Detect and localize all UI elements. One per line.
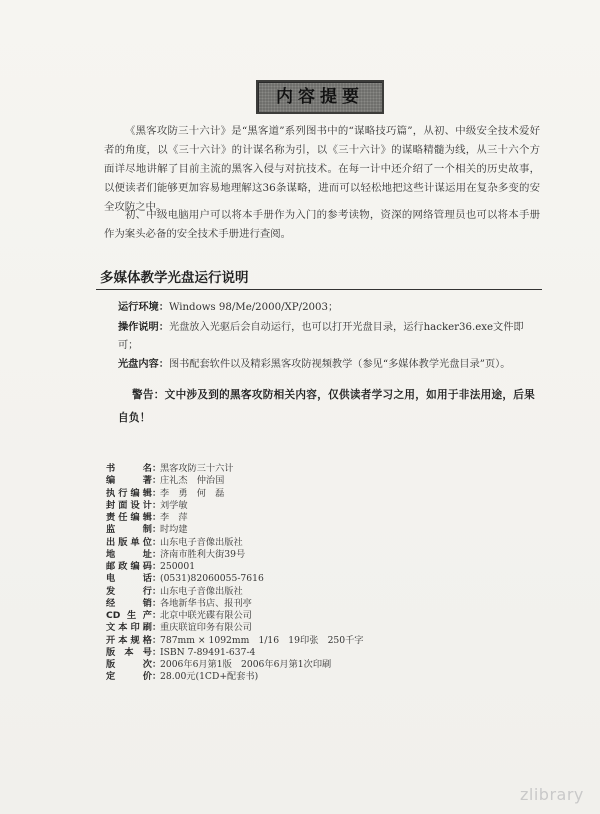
colophon-colon: ：: [152, 634, 162, 646]
colophon-colon: ：: [152, 659, 162, 670]
colophon-value: 28.00元(1CD+配套书): [160, 671, 259, 683]
colophon-label: 责任编辑: [106, 512, 152, 523]
runtime-env-value: Windows 98/Me/2000/XP/2003；: [168, 302, 339, 313]
colophon-row: [106, 647, 526, 659]
colophon-label: 电话: [106, 573, 152, 585]
colophon-label: 版次: [106, 659, 152, 670]
colophon-value: 山东电子音像出版社: [160, 536, 243, 548]
colophon-row: [106, 512, 526, 524]
colophon-value: 时均建: [160, 524, 188, 536]
colophon-row: [106, 475, 526, 487]
colophon-label: 地址: [106, 548, 152, 560]
colophon-label: 邮政编码: [106, 561, 152, 572]
colophon-value: 北京中联光碟有限公司: [160, 610, 252, 621]
colophon-value: 李 萍: [160, 512, 188, 523]
colophon-row: [106, 659, 526, 671]
colophon-row: [106, 622, 526, 634]
colophon-label: 经销: [106, 597, 152, 609]
colophon-label: CD生产: [106, 610, 152, 621]
colophon-value: 庄礼杰 仲治国: [160, 475, 225, 487]
colophon-row: [106, 524, 526, 536]
colophon-value: 刘学敏: [160, 499, 188, 511]
colophon-colon: ：: [152, 671, 162, 683]
colophon-colon: ：: [152, 499, 162, 511]
colophon-colon: ：: [152, 610, 162, 621]
colophon-label: 编著: [106, 475, 152, 487]
colophon-colon: ：: [152, 561, 162, 572]
operation-notes-label: 操作说明：: [118, 322, 169, 333]
section-heading: 多媒体教学光盘运行说明: [100, 270, 249, 286]
colophon-colon: ：: [152, 646, 162, 658]
colophon-value: 250001: [160, 561, 196, 572]
colophon-colon: ：: [152, 524, 162, 536]
colophon-row: [106, 610, 526, 622]
colophon-colon: ：: [152, 536, 162, 548]
colophon-colon: ：: [152, 585, 162, 597]
operation-notes: [118, 319, 538, 355]
operation-notes-value: 光盘放入光驱后会自动运行，也可以打开光盘目录，运行hacker36.exe文件即可；: [118, 322, 524, 351]
colophon-row: [106, 671, 526, 683]
cd-contents-label: 光盘内容：: [118, 359, 169, 370]
colophon-value: ISBN 7-89491-637-4: [160, 646, 256, 658]
colophon-value: 重庆联谊印务有限公司: [160, 622, 252, 634]
warning-text: 警告：文中涉及到的黑客攻防相关内容，仅供读者学习之用，如用于非法用途，后果自负！: [118, 389, 536, 424]
colophon-label: 封面设计: [106, 499, 152, 511]
runtime-env-label: 运行环境：: [118, 302, 169, 313]
colophon: [106, 463, 526, 684]
colophon-label: 监制: [106, 524, 152, 536]
colophon-row: [106, 573, 526, 585]
intro-paragraph-2: 初、中级电脑用户可以将本手册作为入门的参考读物，资深的网络管理员也可以将本手册作为案头必备的安全技术手册进行查阅。: [104, 209, 540, 240]
intro-paragraph-1: 《黑客攻防三十六计》是“黑客道”系列图书中的“谋略技巧篇”，从初、中级安全技术爱好者的角度，以《三十六计》的计谋名称为引，以《三十六计》的谋略精髓为线，从三十六个方面详尽地讲解了目前主流的黑客入侵与对抗技术。在每一计中还介绍了一个相关的历史故事，以便读者们能够更加容易地理解这36条谋略，进而可以轻松地把这些计谋运用在复杂多变的安全攻防之中。: [104, 125, 540, 213]
watermark: zlibrary: [520, 785, 584, 804]
colophon-row: [106, 537, 526, 549]
colophon-colon: ：: [152, 463, 162, 474]
colophon-label: 出版单位: [106, 536, 152, 548]
colophon-value: 黑客攻防三十六计: [160, 463, 234, 474]
page-title: 内容提要: [256, 80, 384, 114]
colophon-label: 定价: [106, 671, 152, 683]
colophon-row: [106, 463, 526, 475]
colophon-colon: ：: [152, 548, 162, 560]
colophon-label: 开本规格: [106, 634, 152, 646]
colophon-colon: ：: [152, 512, 162, 523]
colophon-row: [106, 500, 526, 512]
colophon-value: (0531)82060055-7616: [160, 573, 264, 585]
section-divider: [96, 289, 542, 290]
colophon-value: 各地新华书店、报刊亭: [160, 597, 252, 609]
colophon-value: 2006年6月第1版 2006年6月第1次印刷: [160, 659, 332, 670]
colophon-row: [106, 586, 526, 598]
colophon-label: 执行编辑: [106, 487, 152, 499]
colophon-label: 书名: [106, 463, 152, 474]
colophon-colon: ：: [152, 597, 162, 609]
colophon-colon: ：: [152, 622, 162, 634]
colophon-label: 文本印刷: [106, 622, 152, 634]
cd-contents-value: 图书配套软件以及精彩黑客攻防视频教学（参见“多媒体教学光盘目录”页）。: [168, 359, 511, 370]
colophon-row: [106, 598, 526, 610]
colophon-label: 版本号: [106, 646, 152, 658]
runtime-env: [118, 299, 538, 317]
colophon-value: 济南市胜利大街39号: [160, 548, 246, 560]
colophon-row: [106, 488, 526, 500]
colophon-value: 787mm × 1092mm 1/16 19印张 250千字: [160, 634, 364, 646]
colophon-label: 发行: [106, 585, 152, 597]
colophon-colon: ：: [152, 487, 162, 499]
cd-contents: [118, 356, 538, 374]
colophon-row: [106, 635, 526, 647]
colophon-row: [106, 549, 526, 561]
colophon-value: 山东电子音像出版社: [160, 585, 243, 597]
colophon-colon: ：: [152, 573, 162, 585]
colophon-row: [106, 561, 526, 573]
colophon-value: 李 勇 何 磊: [160, 487, 225, 499]
colophon-colon: ：: [152, 475, 162, 487]
